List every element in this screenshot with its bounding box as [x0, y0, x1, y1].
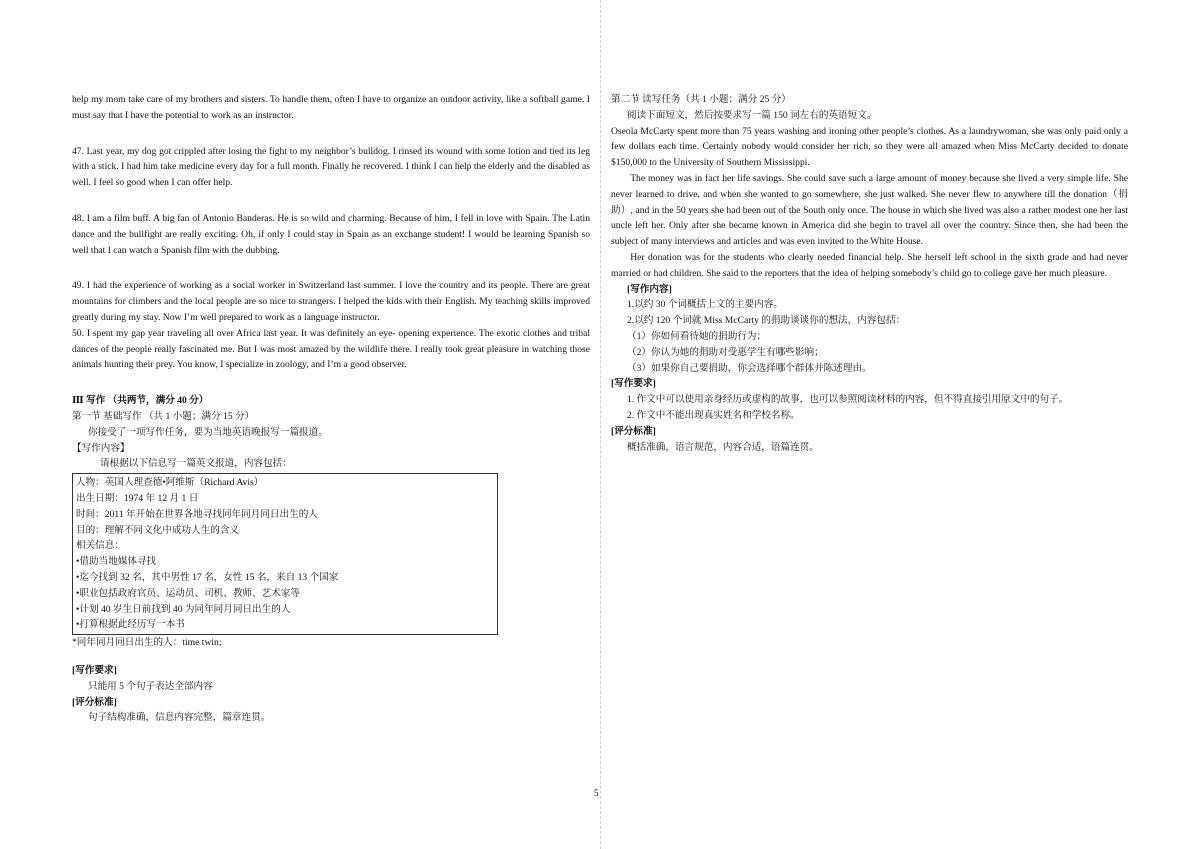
- content-instruction: 请根据以下信息写一篇英文报道，内容包括：: [100, 458, 292, 470]
- criteria-text: 句子结构准确，信息内容完整，篇章连贯。: [88, 712, 271, 724]
- requirement-1: 1. 作文中可以使用亲身经历或虚构的故事，也可以参照阅读材料的内容，但不得直接引用原文中的句子。: [627, 394, 1069, 406]
- info-line: •打算根据此经历写一本书: [76, 619, 185, 631]
- info-line: 出生日期：1974 年 12 月 1 日: [76, 492, 199, 504]
- info-line: •借助当地媒体寻找: [76, 556, 157, 568]
- content-label: 【写作内容】: [72, 442, 130, 454]
- info-line: •计划 40 岁生日前找到 40 为同年同月同日出生的人: [76, 603, 291, 615]
- content-subitem-2: （2）你认为她的捐助对受惠学生有哪些影响；: [627, 346, 824, 358]
- right-column: [611, 92, 1128, 455]
- question-47: 47. Last year, my dog got crippled after losing the fight to my neighbor’s bulldog. I rinsed its wound with some lotion and tied its leg with a stick. I had him take medicine every day for a full month. Finally he recovered. I think I can help the elderly and the disabled as well. I feel so good when I can offer help.: [72, 145, 590, 189]
- left-column: [72, 92, 590, 726]
- info-line: •职业包括政府官员、运动员、司机、教师、艺术家等: [76, 587, 301, 599]
- footnote: *同年同月同日出生的人：time twin;: [72, 637, 222, 649]
- page-number: 5: [594, 788, 599, 798]
- criteria-label: [评分标准]: [72, 696, 117, 708]
- requirements-label: [写作要求]: [611, 378, 656, 390]
- info-line: 时间：2011 年开始在世界各地寻找同年同月同日出生的人: [76, 508, 318, 520]
- task-intro: 你接受了一项写作任务，要为当地英语晚报写一篇报道。: [88, 426, 328, 438]
- info-line: 相关信息：: [76, 540, 124, 552]
- content-item-1: 1.以约 30 个词概括上文的主要内容。: [627, 299, 783, 311]
- passage-paragraph-3: Her donation was for the students who clearly needed financial help. She herself left school in the sixth grade and had never married or had children. She said to the reporters that the idea of helping somebody’s child go to college gave her much pleasure.: [611, 251, 1128, 279]
- writing-heading: Ⅲ 写作 （共两节，满分 40 分）: [72, 395, 209, 407]
- content-subitem-3: （3）如果你自己要捐助，你会选择哪个群体并陈述理由。: [627, 362, 872, 374]
- paragraph-continued: help my mom take care of my brothers and sisters. To handle them, often I have to organize an outdoor activity, like a softball game. I must say that I have the potential to work as an instructor.: [72, 94, 590, 121]
- criteria-text: 概括准确，语言规范，内容合适，语篇连贯。: [627, 441, 819, 453]
- section2-heading: 第二节 读写任务（共 1 小题；满分 25 分）: [611, 94, 791, 105]
- info-line: •迄今找到 32 名，其中男性 17 名，女性 15 名，来自 13 个国家: [76, 571, 339, 583]
- info-line: 人物：英国人理查德•阿维斯（Richard Avis）: [76, 477, 264, 489]
- section2-instruction: 阅读下面短文，然后按要求写一篇 150 词左右的英语短文。: [627, 109, 877, 121]
- section1-heading: 第一节 基础写作 （共 1 小题；满分 15 分）: [72, 410, 255, 422]
- column-divider: [600, 0, 601, 849]
- question-50: 50. I spent my gap year traveling all over Africa last year. It was definitely an eye- opening experience. The exotic clothes and tribal dances of the people really fascinated me. But I was most amazed by the wildlife there. I really took great pleasure in watching those animals hunting their prey. You know, I specialize in zoology, and I’m a good observer.: [72, 327, 590, 371]
- criteria-label: [评分标准]: [611, 425, 656, 437]
- content-item-2: 2.以约 120 个词就 Miss McCarty 的捐助谈谈你的想法，内容包括：: [627, 315, 906, 327]
- info-line: 目的：理解不同文化中成功人生的含义: [76, 524, 240, 536]
- passage-paragraph-2: The money was in fact her life savings. She could save such a large amount of money because she lived a very simple life. She never learned to drive, and when she wanted to go somewhere, she just walked. She never flew to anywhere till the donation（捐助）, and in the 50 years she had been out of the South only once. The house in which she lived was also a rather modest one her last uncle left her. Only after she became known in America did she begin to travel all over the country. Since then, she had been the subject of many interviews and articles and was even invited to the White House.: [611, 172, 1128, 248]
- requirements-label: [写作要求]: [72, 664, 117, 676]
- info-box: [72, 473, 498, 635]
- question-49: 49. I had the experience of working as a social worker in Switzerland last summer. I love the country and its people. There are great mountains for climbers and the local people are so nice to strangers. I helped the kids with their English. My teaching skills improved greatly during my stay. Now I’m well prepared to work as a language instructor.: [72, 280, 590, 323]
- question-48: 48. I am a film buff. A big fan of Antonio Banderas. He is so wild and charming. Because of him, I fell in love with Spain. The Latin dance and the bullfight are really exciting. Oh, if only I could stay in Spain as an exchange student! I would be learning Spanish so well that I can watch a Spanish film with the dubbing.: [72, 212, 590, 256]
- content-subitem-1: （1）你如何看待她的捐助行为；: [627, 330, 767, 342]
- passage-paragraph-1: Oseola McCarty spent more than 75 years washing and ironing other people’s clothes. As a laundrywoman, she was only paid only a few dollars each time. Certainly nobody would consider her rich, so they were all amazed when Miss McCarty decided to donate $150,000 to the University of Southern Mississippi.: [611, 125, 1128, 169]
- requirement-2: 2. 作文中不能出现真实姓名和学校名称。: [627, 409, 800, 421]
- content-label: [写作内容]: [627, 283, 672, 295]
- requirements-text: 只能用 5 个句子表达全部内容: [88, 680, 213, 692]
